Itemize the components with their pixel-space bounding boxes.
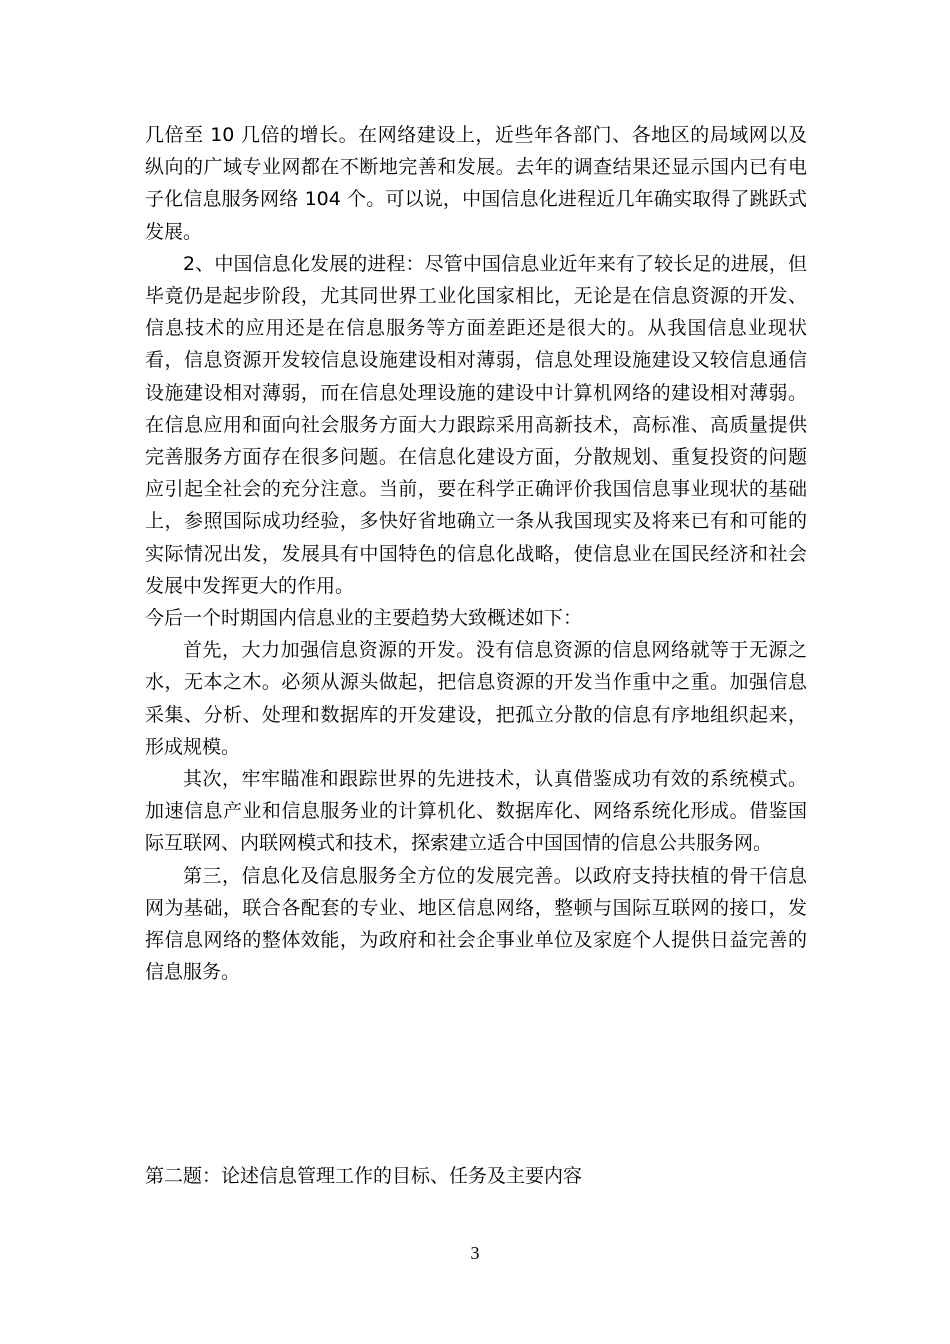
paragraph-progress: 2、中国信息化发展的进程：尽管中国信息业近年来有了较长足的进展，但毕竟仍是起步阶段，尤其同世界工业化国家相比，无论是在信息资源的开发、信息技术的应用还是在信息服务等方面差距还是很大的。从我国信息业现状看，信息资源开发较信息设施建设相对薄弱，信息处理设施建设又较信息通信设施建设相对薄弱，而在信息处理设施的建设中计算机网络的建设相对薄弱。在信息应用和面向社会服务方面大力跟踪采用高新技术，高标准、高质量提供完善服务方面存在很多问题。在信息化建设方面，分散规划、重复投资的问题应引起全社会的充分注意。当前，要在科学正确评价我国信息事业现状的基础上，参照国际成功经验，多快好省地确立一条从我国现实及将来已有和可能的实际情况出发，发展具有中国特色的信息化战略，使信息业在国民经济和社会发展中发挥更大的作用。 [145, 252, 807, 597]
page-number: 3 [470, 1243, 480, 1263]
paragraph-trends-lead: 今后一个时期国内信息业的主要趋势大致概述如下： [145, 607, 583, 630]
paragraph-first: 首先，大力加强信息资源的开发。没有信息资源的信息网络就等于无源之水，无本之木。必须从源头做起，把信息资源的开发当作重中之重。加强信息采集、分析、处理和数据库的开发建设，把孤立分散的信息有序地组织起来，形成规模。 [145, 639, 807, 758]
paragraph-third: 第三，信息化及信息服务全方位的发展完善。以政府支持扶植的骨干信息网为基础，联合各配套的专业、地区信息网络，整顿与国际互联网的接口，发挥信息网络的整体效能，为政府和社会企事业单位及家庭个人提供日益完善的信息服务。 [145, 864, 807, 984]
body-text [145, 119, 807, 988]
question-heading: 第二题：论述信息管理工作的目标、任务及主要内容 [145, 1165, 583, 1187]
paragraph-intro: 几倍至 10 几倍的增长。在网络建设上，近些年各部门、各地区的局域网以及纵向的广域专业网都在不断地完善和发展。去年的调查结果还显示国内已有电子化信息服务网络 104 个。可以说，中国信息化进程近几年确实取得了跳跃式发展。 [145, 124, 807, 243]
paragraph-second: 其次，牢牢瞄准和跟踪世界的先进技术，认真借鉴成功有效的系统模式。加速信息产业和信息服务业的计算机化、数据库化、网络系统化形成。借鉴国际互联网、内联网模式和技术，探索建立适合中国国情的信息公共服务网。 [145, 768, 807, 855]
